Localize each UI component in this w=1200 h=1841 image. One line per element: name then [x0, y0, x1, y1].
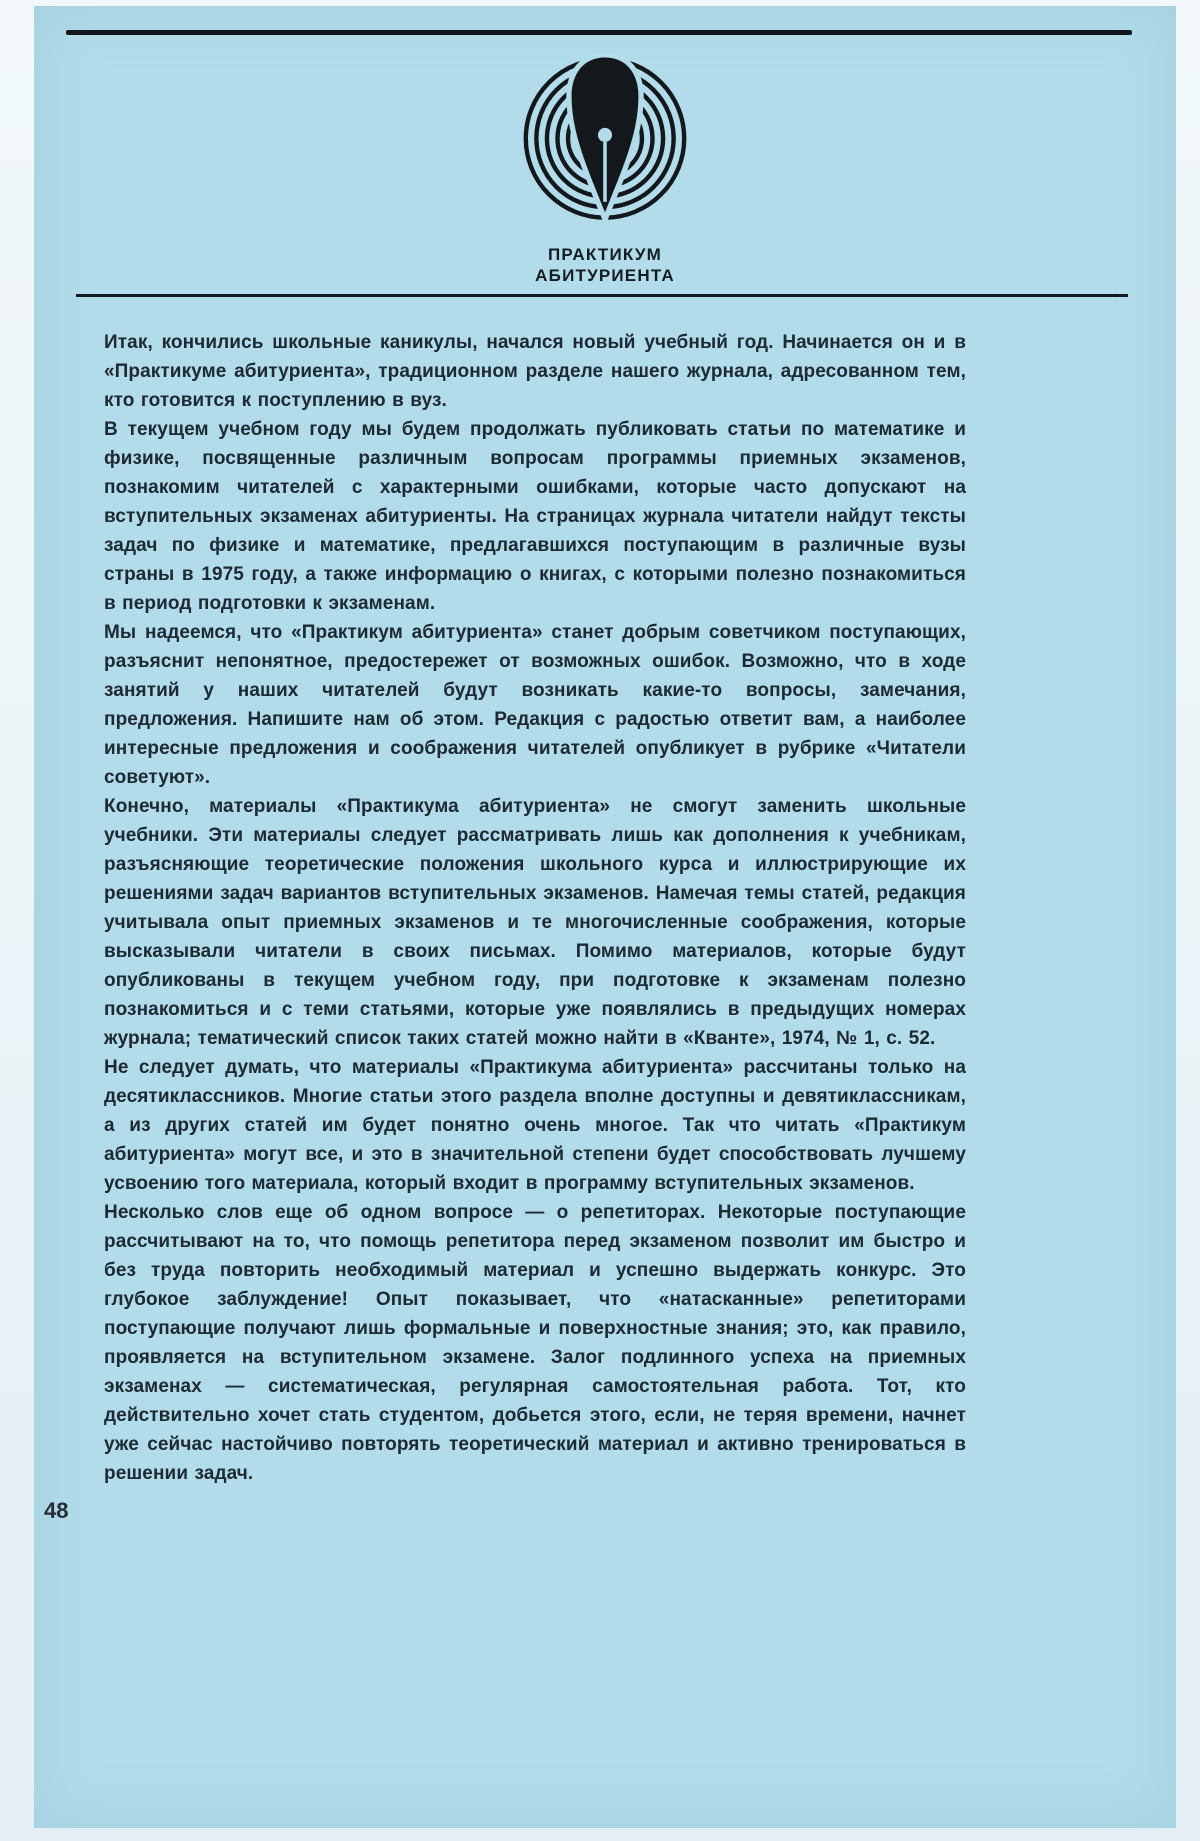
masthead-title-line2: АБИТУРИЕНТА [535, 266, 675, 285]
article-body [104, 328, 966, 1488]
paragraph-2: В текущем учебном году мы будем продолжать публиковать статьи по математике и физике, посвященные различным вопросам программы приемных экзаменов, познакомим читателей с характерными ошибками, которые часто допускают на вступительных экзаменах абитуриенты. На страницах журнала читатели найдут тексты задач по физике и математике, предлагавшихся поступающим в различные вузы страны в 1975 году, а также информацию о книгах, с которыми полезно познакомиться в период подготовки к экзаменам. [104, 419, 966, 614]
section-masthead [34, 54, 1176, 286]
pen-nib-logo-icon [507, 54, 703, 230]
paragraph-6: Несколько слов еще об одном вопросе — о репетиторах. Некоторые поступающие рассчитывают на то, что помощь репетитора перед экзаменом позволит им быстро и без труда повторить необходимый материал и успешно выдержать конкурс. Это глубокое заблуждение! Опыт показывает, что «натасканные» репетиторами поступающие получают лишь формальные и поверхностные знания; это, как правило, проявляется на вступительном экзамене. Залог подлинного успеха на приемных экзаменах — систематическая, регулярная самостоятельная работа. Тот, кто действительно хочет стать студентом, добьется этого, если, не теряя времени, начнет уже сейчас настойчиво повторять теоретический материал и активно тренироваться в решении задач. [104, 1202, 966, 1484]
header-divider [76, 294, 1128, 297]
magazine-page [34, 6, 1176, 1828]
paragraph-1: Итак, кончились школьные каникулы, начался новый учебный год. Начинается он и в «Практикуме абитуриента», традиционном разделе нашего журнала, адресованном тем, кто готовится к поступлению в вуз. [104, 332, 966, 411]
masthead-title [535, 244, 675, 286]
page-number: 48 [44, 1498, 69, 1523]
masthead-title-line1: ПРАКТИКУМ [547, 245, 663, 264]
paragraph-4: Конечно, материалы «Практикума абитуриента» не смогут заменить школьные учебники. Эти материалы следует рассматривать лишь как дополнения к учебникам, разъясняющие теоретические положения школьного курса и иллюстрирующие их решениями задач вариантов вступительных экзаменов. Намечая темы статей, редакция учитывала опыт приемных экзаменов и те многочисленные соображения, которые высказывали читатели в своих письмах. Помимо материалов, которые будут опубликованы в текущем учебном году, при подготовке к экзаменам полезно познакомиться и с теми статьями, которые уже появлялись в предыдущих номерах журнала; тематический список таких статей можно найти в «Кванте», 1974, № 1, с. 52. [104, 796, 966, 1049]
top-edge-line [66, 30, 1132, 35]
paragraph-5: Не следует думать, что материалы «Практикума абитуриента» рассчитаны только на десятиклассников. Многие статьи этого раздела вполне доступны и девятиклассникам, а из других статей им будет понятно очень многое. Так что читать «Практикум абитуриента» могут все, и это в значительной степени будет способствовать лучшему усвоению того материала, который входит в программу вступительных экзаменов. [104, 1057, 966, 1194]
paragraph-3: Мы надеемся, что «Практикум абитуриента» станет добрым советчиком поступающих, разъяснит непонятное, предостережет от возможных ошибок. Возможно, что в ходе занятий у наших читателей будут возникать какие-то вопросы, замечания, предложения. Напишите нам об этом. Редакция с радостью ответит вам, а наиболее интересные предложения и соображения читателей опубликует в рубрике «Читатели советуют». [104, 622, 966, 788]
